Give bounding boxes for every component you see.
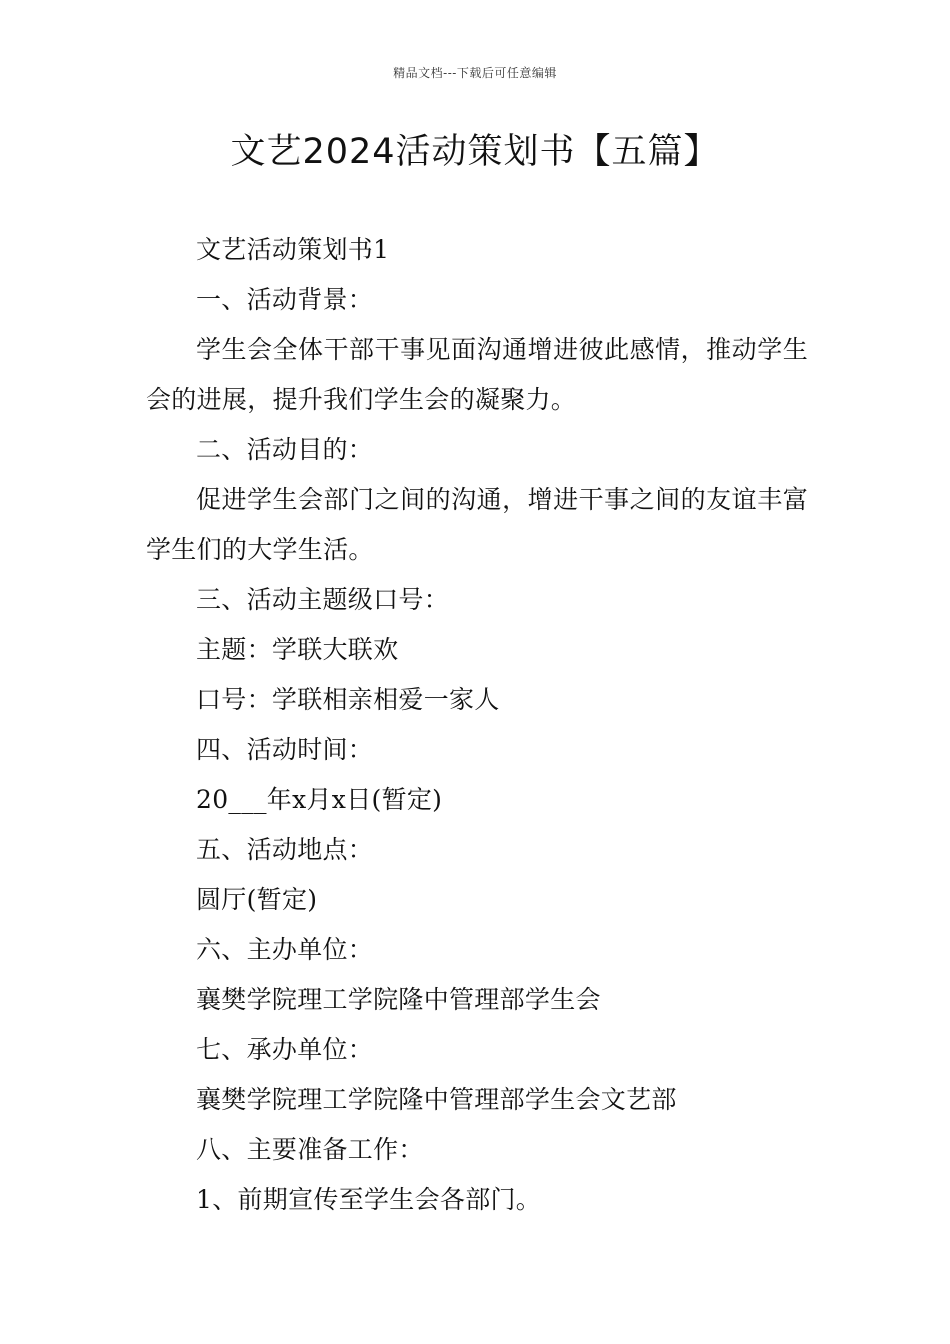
paragraph-location: 圆厅(暂定) [196,885,318,914]
paragraph-slogan: 口号：学联相亲相爱一家人 [196,685,500,714]
header-note: 精品文档---下载后可任意编辑 [393,66,557,80]
section-heading-purpose: 二、活动目的： [196,435,374,464]
paragraph-purpose: 促进学生会部门之间的沟通，增进干事之间的友谊丰富学生们的大学生活。 [146,485,808,564]
paragraph-background: 学生会全体干部干事见面沟通增进彼此感情，推动学生会的进展，提升我们学生会的凝聚力。 [146,335,808,414]
paragraph-co-organizer: 襄樊学院理工学院隆中管理部学生会文艺部 [196,1085,677,1114]
section-heading-preparation: 八、主要准备工作： [196,1135,424,1164]
document-title: 文艺2024活动策划书【五篇】 [230,132,720,172]
section-heading-location: 五、活动地点： [196,835,374,864]
subtitle-plan-1: 文艺活动策划书1 [196,235,390,264]
paragraph-theme: 主题：学联大联欢 [196,635,399,664]
section-heading-theme: 三、活动主题级口号： [196,585,450,614]
section-heading-organizer: 六、主办单位： [196,935,374,964]
paragraph-preparation-1: 1、前期宣传至学生会各部门。 [196,1185,542,1214]
section-heading-co-organizer: 七、承办单位： [196,1035,374,1064]
section-heading-time: 四、活动时间： [196,735,374,764]
paragraph-time: 20___年x月x日(暂定) [196,785,443,814]
section-heading-background: 一、活动背景： [196,285,374,314]
paragraph-organizer: 襄樊学院理工学院隆中管理部学生会 [196,985,601,1014]
document-body [146,225,808,1225]
